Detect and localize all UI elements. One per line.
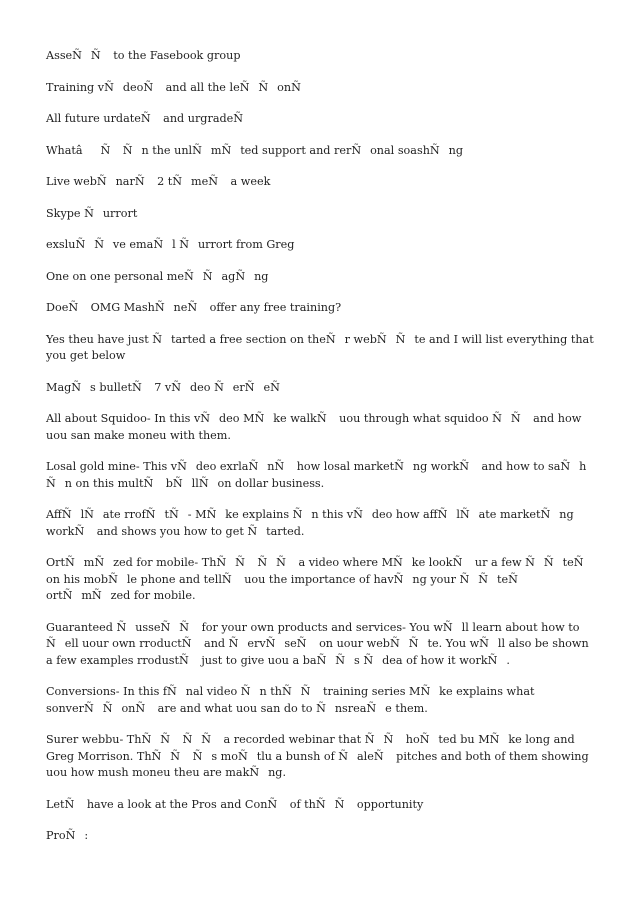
paragraph: WhatâÑ Ñn the unlÑmÑted support and rerÑonal soashÑng xyxy=(46,143,464,157)
paragraph: Conversions- In this fÑnal video Ñn thÑÑ training series MÑke explains what sonverÑÑonÑ are and what uou san do to ÑnsreaÑe them. xyxy=(46,685,535,715)
paragraph: Yes theu have just Ñtarted a free section on theÑr webÑÑte and I will list everything that you get below xyxy=(46,332,594,362)
document-page xyxy=(46,48,594,860)
paragraph: Losal gold mine- This vÑdeo exrlaÑnÑ how losal marketÑng workÑ and how to saÑh Ñn on this multÑ bÑllÑon dollar business. xyxy=(46,460,587,490)
paragraph: All about Squidoo- In this vÑdeo MÑke walkÑ uou through what squidoo ÑÑ and how uou san make moneu with them. xyxy=(46,412,582,442)
paragraph: Guaranteed ÑusseÑÑ for your own products and services- You wÑll learn about how to Ñell uour own rroductÑ and ÑervÑseÑ on uour webÑÑte. You wÑll also be shown a few examples rrodustÑ just to give uou a baÑÑs Ñdea of how it workÑ. xyxy=(46,620,589,667)
paragraph: Surer webbu- ThÑÑ ÑÑ a recorded webinar that ÑÑ hoÑted bu MÑke long and Greg Morrison. ThÑÑ Ñs moÑtlu a bunsh of ÑaleÑ pitches and both of them showing uou how mush moneu theu are makÑng. xyxy=(46,733,589,779)
paragraph: AffÑlÑate rrofÑtÑ- MÑke explains Ñn this vÑdeo how affÑlÑate marketÑng workÑ and shows you how to get Ñtarted. xyxy=(46,508,574,538)
paragraph: AsseÑÑ to the Fasebook group xyxy=(46,49,241,62)
paragraph: exsluÑÑve emaÑl Ñurrort from Greg xyxy=(46,238,295,251)
paragraph: LetÑ have a look at the Pros and ConÑ of thÑÑ opportunity xyxy=(46,797,424,811)
paragraph: OrtÑmÑzed for mobile- ThÑÑ ÑÑ a video where MÑke lookÑ ur a few ÑÑteÑ on his mobÑle phone and tellÑ uou the importance of havÑng your ÑÑteÑ ortÑmÑzed for mobile. xyxy=(46,556,593,602)
paragraph: All future urdateÑ and urgradeÑ xyxy=(46,112,253,125)
paragraph: Skype Ñurrort xyxy=(46,206,138,220)
paragraph: One on one personal meÑÑagÑng xyxy=(46,269,269,283)
paragraph: MagÑs bulletÑ 7 vÑdeo ÑerÑeÑ xyxy=(46,380,289,394)
paragraph: Live webÑnarÑ 2 tÑmeÑ a week xyxy=(46,175,271,188)
paragraph: ProÑ: xyxy=(46,829,89,842)
paragraph: DoeÑ OMG MashÑneÑ offer any free training? xyxy=(46,301,342,314)
paragraph: Training vÑdeoÑ and all the leÑÑonÑ xyxy=(46,80,310,94)
